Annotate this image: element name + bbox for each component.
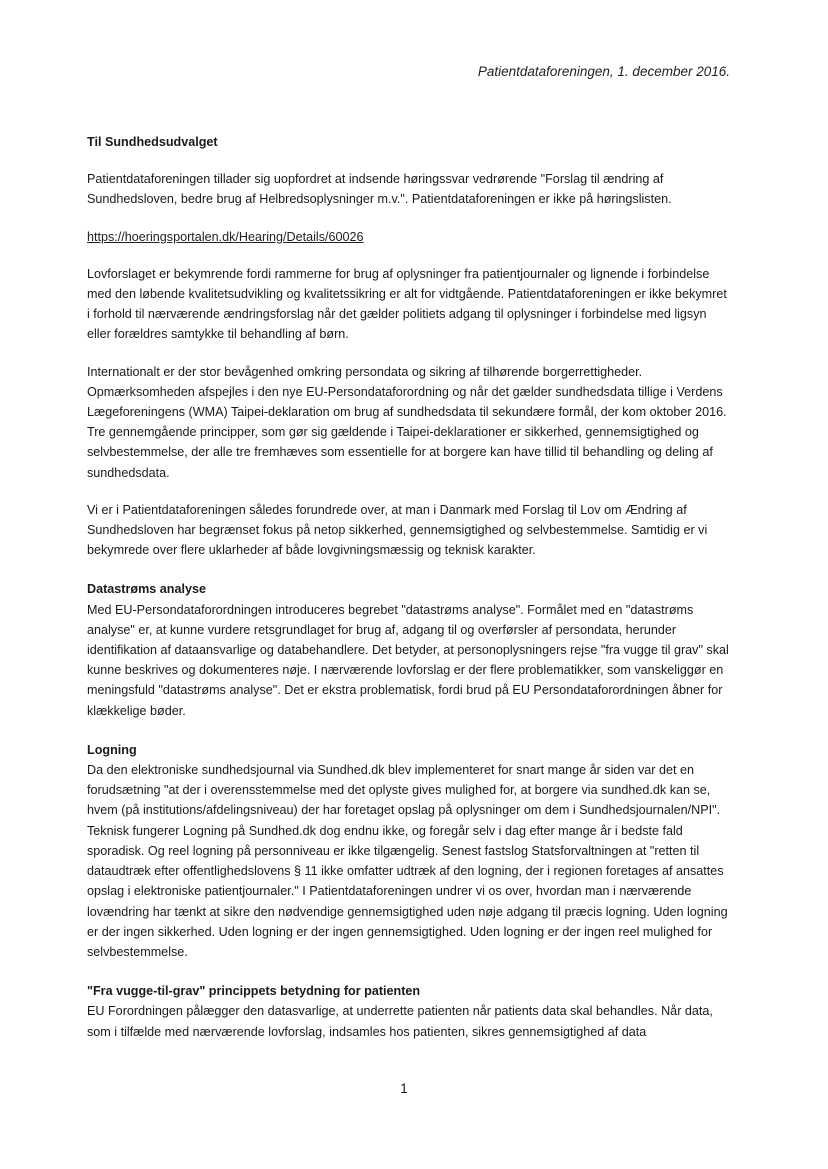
section-title: "Fra vugge-til-grav" princippets betydning for patienten bbox=[87, 984, 421, 999]
date-line: Patientdataforeningen, 1. december 2016. bbox=[477, 64, 730, 79]
paragraph-3: Vi er i Patientdataforeningen således forundrede over, at man i Danmark med Forslag til Lov om Ændring af Sundhedsloven har begrænset fokus på netop sikkerhed, gennemsigtighed og selvbestemmelse. Samtidig er vi bekymrede over flere uklarheder af både lovgivningsmæssig og teknisk karakter. bbox=[87, 502, 708, 558]
recipient-heading: Til Sundhedsudvalget bbox=[87, 135, 218, 149]
section-vugge-til-grav bbox=[87, 981, 730, 1042]
section-datastroms-analyse bbox=[87, 579, 730, 720]
intro-paragraph: Patientdataforeningen tillader sig uopfordret at indsende høringssvar vedrørende "Forslag til ændring af Sundhedsloven, bedre brug af Helbredsoplysninger m.v.". Patientdataforeningen er ikke på høringslisten. bbox=[87, 172, 672, 207]
paragraph-1: Lovforslaget er bekymrende fordi rammerne for brug af oplysninger fra patientjournaler og lignende i forbindelse med den løbende kvalitetsudvikling og kvalitetssikring er alt for vidtgående. Patientdataforeningen er ikke bekymret i forhold til nærværende ændringsforslag når det gælder politiets adgang til oplysninger i forbindelse med ligsyn eller forældres samtykke til behandling af børn. bbox=[87, 266, 727, 342]
section-body: Med EU-Persondataforordningen introduceres begrebet "datastrøms analyse". Formålet med en "datastrøms analyse" er, at kunne vurdere retsgrundlaget for brug af, adgang til og overførsler af persondata, herunder identifikation af dataansvarlige og databehandlere. Det betyder, at personoplysningers rejse "fra vugge til grav" skal kunne beskrives og dokumenteres nøje. I nærværende lovforslag er der flere problematikker, som vanskeliggør en meningsfuld "datastrøms analyse". Det er ekstra problematisk, fordi brud på EU Persondataforordningen åbner for klækkelige bøder. bbox=[87, 602, 729, 718]
hearing-link[interactable]: https://hoeringsportalen.dk/Hearing/Details/60026 bbox=[87, 229, 364, 244]
paragraph-2: Internationalt er der stor bevågenhed omkring persondata og sikring af tilhørende borgerrettigheder. Opmærksomheden afspejles i den nye EU-Persondataforordning og når det gælder sundhedsdata tillige i Verdens Lægeforeningens (WMA) Taipei-deklaration om brug af sundhedsdata til sekundære formål, der kom oktober 2016. Tre gennemgående principper, som gør sig gældende i Taipei-deklarationer er sikkerhed, gennemsigtighed og selvbestemmelse, der alle tre fremhæves som essentielle for at borgere kan have tillid til behandling og deling af sundhedsdata. bbox=[87, 364, 727, 480]
letter-body bbox=[87, 132, 730, 1061]
section-title: Logning bbox=[87, 742, 137, 757]
section-title: Datastrøms analyse bbox=[87, 582, 207, 597]
section-body: EU Forordningen pålægger den datasvarlige, at underrette patienten når patients data skal behandles. Når data, som i tilfælde med nærværende lovforslag, indsamles hos patienten, sikres gennemsigtighed af data bbox=[87, 1004, 713, 1039]
section-logning bbox=[87, 740, 730, 962]
page-number: 1 bbox=[400, 1081, 408, 1096]
section-body: Da den elektroniske sundhedsjournal via Sundhed.dk blev implementeret for snart mange år siden var det en forudsætning "at der i overensstemmelse med det oplyste gives mulighed for, at borgere via sundhed.dk kan se, hvem (på institutions/afdelingsniveau) der har foretaget opslag på oplysninger om dem i Sundhedsjournalen/NPI". Teknisk fungerer Logning på Sundhed.dk dog endnu ikke, og foregår selv i dag efter mange år i bedste fald sporadisk. Og reel logning på personniveau er ikke tilgængelig. Senest fastslog Statsforvaltningen at "retten til dataudtræk efter offentlighedslovens § 11 ikke omfatter udtræk af den logning, der i regionen foretages af ansattes opslag i elektroniske patientjournaler." I Patientdataforeningen undrer vi os over, hvordan man i nærværende lovændring har tænkt at sikre den nødvendige gennemsigtighed uden nøje adgang til præcis logning. Uden logning er der ingen sikkerhed. Uden logning er der ingen gennemsigtighed. Uden logning er der ingen reel mulighed for selvbestemmelse. bbox=[87, 763, 728, 959]
